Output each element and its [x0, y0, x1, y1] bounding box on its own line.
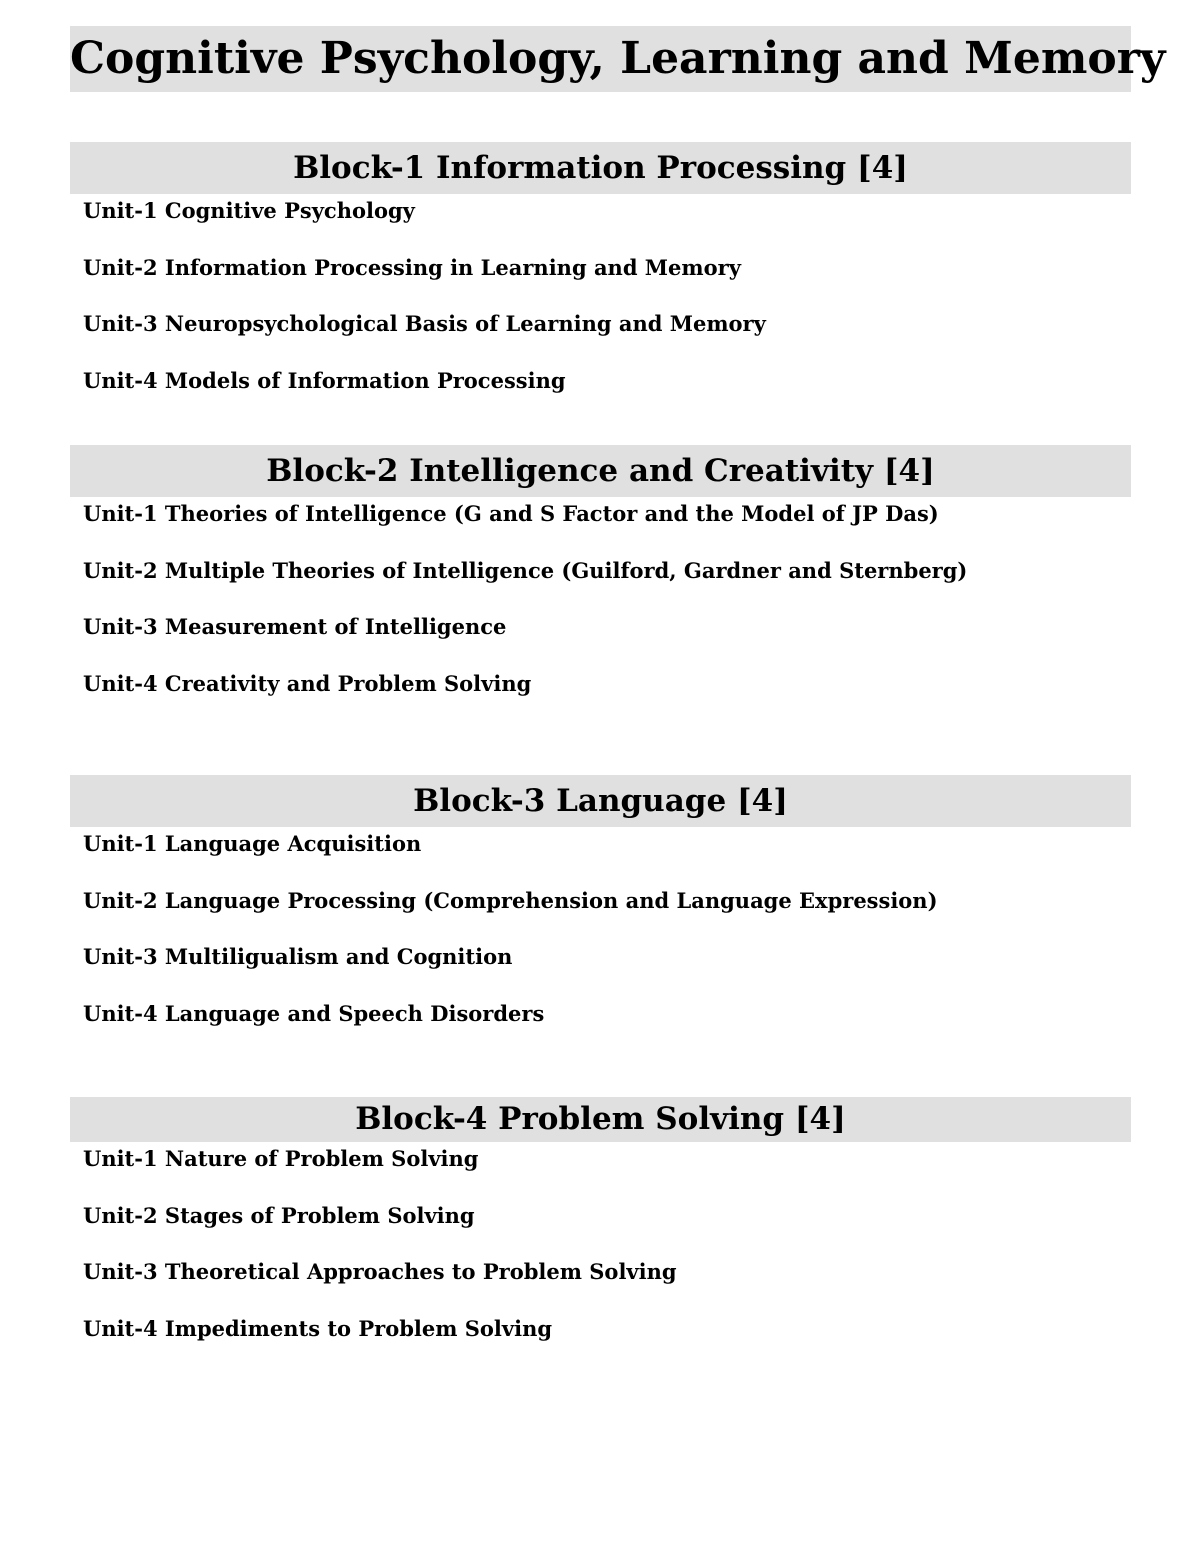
block-3-header: Block-3 Language [4]: [70, 775, 1131, 827]
block-1-unit-3: Unit-3 Neuropsychological Basis of Learning and Memory: [83, 311, 766, 336]
block-2-unit-1: Unit-1 Theories of Intelligence (G and S Factor and the Model of JP Das): [83, 501, 939, 526]
block-4-unit-3: Unit-3 Theoretical Approaches to Problem Solving: [83, 1259, 677, 1284]
block-4-unit-list: [70, 1144, 1131, 1370]
block-3-section: [70, 775, 1131, 1055]
block-4-unit-2: Unit-2 Stages of Problem Solving: [83, 1202, 475, 1228]
block-4-unit-1: Unit-1 Nature of Problem Solving: [83, 1146, 479, 1171]
block-2-header: Block-2 Intelligence and Creativity [4]: [70, 445, 1131, 497]
block-4-header: Block-4 Problem Solving [4]: [70, 1097, 1131, 1142]
block-3-unit-4: Unit-4 Language and Speech Disorders: [83, 1000, 545, 1026]
block-2-section: [70, 445, 1131, 725]
block-3-unit-1: Unit-1 Language Acquisition: [83, 831, 422, 856]
block-1-unit-list: [70, 196, 1131, 422]
block-2-unit-2: Unit-2 Multiple Theories of Intelligence (Guilford, Gardner and Sternberg): [83, 557, 968, 583]
block-1-unit-1: Unit-1 Cognitive Psychology: [83, 198, 415, 223]
block-3-unit-3: Unit-3 Multiligualism and Cognition: [83, 944, 513, 969]
block-4-unit-4: Unit-4 Impediments to Problem Solving: [83, 1315, 553, 1341]
block-2-unit-4: Unit-4 Creativity and Problem Solving: [83, 670, 532, 696]
block-2-unit-3: Unit-3 Measurement of Intelligence: [83, 614, 507, 639]
block-1-unit-4: Unit-4 Models of Information Processing: [83, 367, 566, 393]
block-1-unit-2: Unit-2 Information Processing in Learning and Memory: [83, 254, 741, 280]
block-1-header: Block-1 Information Processing [4]: [70, 142, 1131, 194]
block-2-unit-list: [70, 499, 1131, 725]
page-title: Cognitive Psychology, Learning and Memory: [70, 26, 1131, 92]
block-1-section: [70, 142, 1131, 422]
block-3-unit-2: Unit-2 Language Processing (Comprehension and Language Expression): [83, 887, 938, 913]
block-3-unit-list: [70, 829, 1131, 1055]
block-4-section: [70, 1097, 1131, 1370]
